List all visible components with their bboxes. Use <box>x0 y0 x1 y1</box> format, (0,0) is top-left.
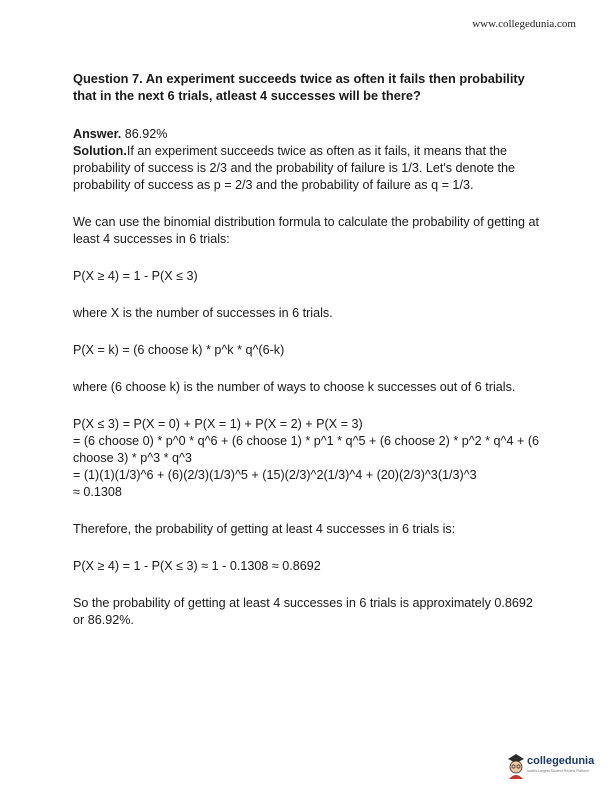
answer-label: Answer. <box>73 127 122 141</box>
calc-line-4: ≈ 0.1308 <box>73 485 122 499</box>
binomial-intro: We can use the binomial distribution formula to calculate the probability of getting at least 4 successes in 6 trials: <box>73 215 539 246</box>
document-body <box>73 70 543 629</box>
solution-paragraph <box>73 143 543 194</box>
solution-label: Solution. <box>73 144 127 158</box>
formula-binomial: P(X = k) = (6 choose k) * p^k * q^(6-k) <box>73 343 285 357</box>
conclusion-text: So the probability of getting at least 4 successes in 6 trials is approximately 0.8692 or 86.92%. <box>73 596 533 627</box>
formula-complement: P(X ≥ 4) = 1 - P(X ≤ 3) <box>73 269 198 283</box>
answer-value: 86.92% <box>121 127 168 141</box>
student-mascot-icon <box>505 752 527 780</box>
logo-tagline: India's Largest Student Review Platform <box>527 769 590 773</box>
calc-line-2: = (6 choose 0) * p^0 * q^6 + (6 choose 1) * p^1 * q^5 + (6 choose 2) * p^2 * q^4 + (6 choose 3) * p^3 * q^3 <box>73 434 540 465</box>
where-choose-note: where (6 choose k) is the number of ways to choose k successes out of 6 trials. <box>73 380 516 394</box>
logo-text: collegedunia <box>527 755 595 767</box>
where-x-note: where X is the number of successes in 6 trials. <box>73 306 333 320</box>
calc-line-1: P(X ≤ 3) = P(X = 0) + P(X = 1) + P(X = 2) + P(X = 3) <box>73 417 363 431</box>
collegedunia-logo <box>505 752 600 782</box>
solution-text: If an experiment succeeds twice as often as it fails, it means that the probability of success is 2/3 and the probability of failure is 1/3. Let's denote the probability of success as p = 2/3 and the probability of failure as q = 1/3. <box>73 144 516 192</box>
therefore-text: Therefore, the probability of getting at least 4 successes in 6 trials is: <box>73 522 456 536</box>
final-formula: P(X ≥ 4) = 1 - P(X ≤ 3) ≈ 1 - 0.1308 ≈ 0.8692 <box>73 559 321 573</box>
answer-line <box>73 126 543 143</box>
calc-line-3: = (1)(1)(1/3)^6 + (6)(2/3)(1/3)^5 + (15)(2/3)^2(1/3)^4 + (20)(2/3)^3(1/3)^3 <box>73 468 477 482</box>
question-text: Question 7. An experiment succeeds twice as often it fails then probability that in the next 6 trials, atleast 4 successes will be there? <box>73 71 525 103</box>
header-url: www.collegedunia.com <box>472 18 576 30</box>
